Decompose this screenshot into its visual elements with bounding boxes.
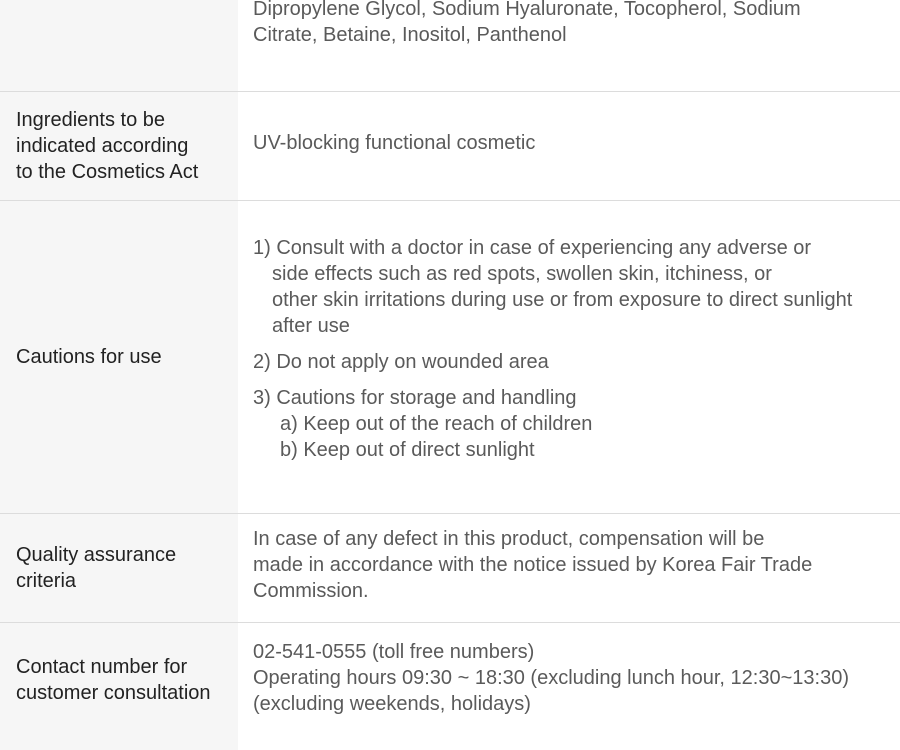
caution-line: 1) Consult with a doctor in case of experiencing any adverse or [253, 237, 812, 259]
label-line: to the Cosmetics Act [16, 161, 199, 183]
row-value [238, 201, 900, 513]
row-quality-assurance [0, 514, 900, 623]
value-line: made in accordance with the notice issued by Korea Fair Trade [253, 554, 813, 576]
label-line: criteria [16, 570, 77, 592]
caution-line: side effects such as red spots, swollen skin, itchiness, or [272, 263, 772, 285]
value-line: In case of any defect in this product, compensation will be [253, 528, 765, 550]
row-ingredients-list [0, 0, 900, 92]
label-line: Ingredients to be [16, 109, 165, 131]
caution-item-1 [253, 235, 890, 339]
row-value [238, 514, 900, 622]
value-line: Commission. [253, 580, 369, 602]
row-cautions [0, 201, 900, 514]
row-label [0, 623, 238, 750]
row-label [0, 92, 238, 200]
row-value [238, 0, 900, 91]
row-label [0, 0, 238, 91]
label-line: Cautions for use [16, 346, 162, 368]
value-line: UV-blocking functional cosmetic [253, 132, 536, 154]
row-cosmetics-act [0, 92, 900, 201]
value-line: 02-541-0555 (toll free numbers) [253, 641, 535, 663]
caution-subline: a) Keep out of the reach of children [280, 413, 593, 435]
caution-subline: b) Keep out of direct sunlight [280, 439, 535, 461]
caution-item-3 [253, 385, 890, 463]
label-line: Contact number for [16, 655, 188, 678]
caution-line: 2) Do not apply on wounded area [253, 351, 549, 373]
value-line: (excluding weekends, holidays) [253, 693, 531, 715]
row-label [0, 201, 238, 513]
row-label [0, 514, 238, 622]
label-line: Quality assurance [16, 544, 177, 566]
row-contact [0, 623, 900, 750]
row-value [238, 92, 900, 200]
value-line: Citrate, Betaine, Inositol, Panthenol [253, 24, 567, 46]
value-line: Operating hours 09:30 ~ 18:30 (excluding lunch hour, 12:30~13:30) [253, 667, 849, 689]
value-line: Dipropylene Glycol, Sodium Hyaluronate, Tocopherol, Sodium [253, 0, 801, 20]
caution-item-2 [253, 349, 890, 375]
label-line: customer consultation [16, 681, 211, 704]
caution-line: other skin irritations during use or from exposure to direct sunlight [272, 289, 853, 311]
row-value [238, 623, 900, 750]
caution-line: 3) Cautions for storage and handling [253, 387, 577, 409]
label-line: indicated according [16, 135, 189, 157]
caution-line: after use [272, 315, 350, 337]
